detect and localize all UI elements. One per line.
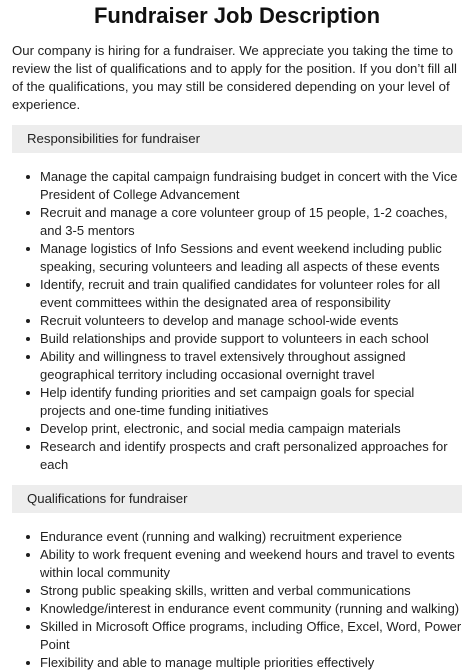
qualifications-header: Qualifications for fundraiser xyxy=(12,485,462,513)
list-item: Identify, recruit and train qualified candidates for volunteer roles for all event committees within the designated area of responsibility xyxy=(40,276,462,312)
intro-paragraph: Our company is hiring for a fundraiser. We appreciate you taking the time to review the list of qualifications and to apply for the position. If you don’t fill all of the qualifications, you may still be considered depending on your level of experience. xyxy=(12,43,457,112)
list-item: Develop print, electronic, and social media campaign materials xyxy=(40,420,462,438)
list-item: Help identify funding priorities and set campaign goals for special projects and one-time funding initiatives xyxy=(40,384,462,420)
list-item: Knowledge/interest in endurance event community (running and walking) xyxy=(40,600,462,618)
list-item: Flexibility and able to manage multiple priorities effectively xyxy=(40,654,462,672)
list-item: Build relationships and provide support to volunteers in each school xyxy=(40,330,462,348)
page-title: Fundraiser Job Description xyxy=(93,3,381,28)
responsibilities-header: Responsibilities for fundraiser xyxy=(12,125,462,153)
list-item: Skilled in Microsoft Office programs, including Office, Excel, Word, Power Point xyxy=(40,619,462,652)
list-item: Research and identify prospects and craft personalized approaches for each xyxy=(40,438,462,474)
responsibilities-list xyxy=(12,168,462,474)
list-item: Manage the capital campaign fundraising budget in concert with the Vice President of College Advancement xyxy=(40,168,462,204)
qualifications-list xyxy=(12,528,462,672)
list-item: Ability and willingness to travel extensively throughout assigned geographical territory including occasional overnight travel xyxy=(40,348,462,384)
list-item: Manage logistics of Info Sessions and event weekend including public speaking, securing volunteers and leading all aspects of these events xyxy=(40,240,462,276)
list-item: Strong public speaking skills, written and verbal communications xyxy=(40,582,462,600)
list-item: Recruit volunteers to develop and manage school-wide events xyxy=(40,312,462,330)
list-item: Recruit and manage a core volunteer group of 15 people, 1-2 coaches, and 3-5 mentors xyxy=(40,204,462,240)
list-item: Endurance event (running and walking) recruitment experience xyxy=(40,528,462,546)
list-item: Ability to work frequent evening and weekend hours and travel to events within local community xyxy=(40,546,462,582)
